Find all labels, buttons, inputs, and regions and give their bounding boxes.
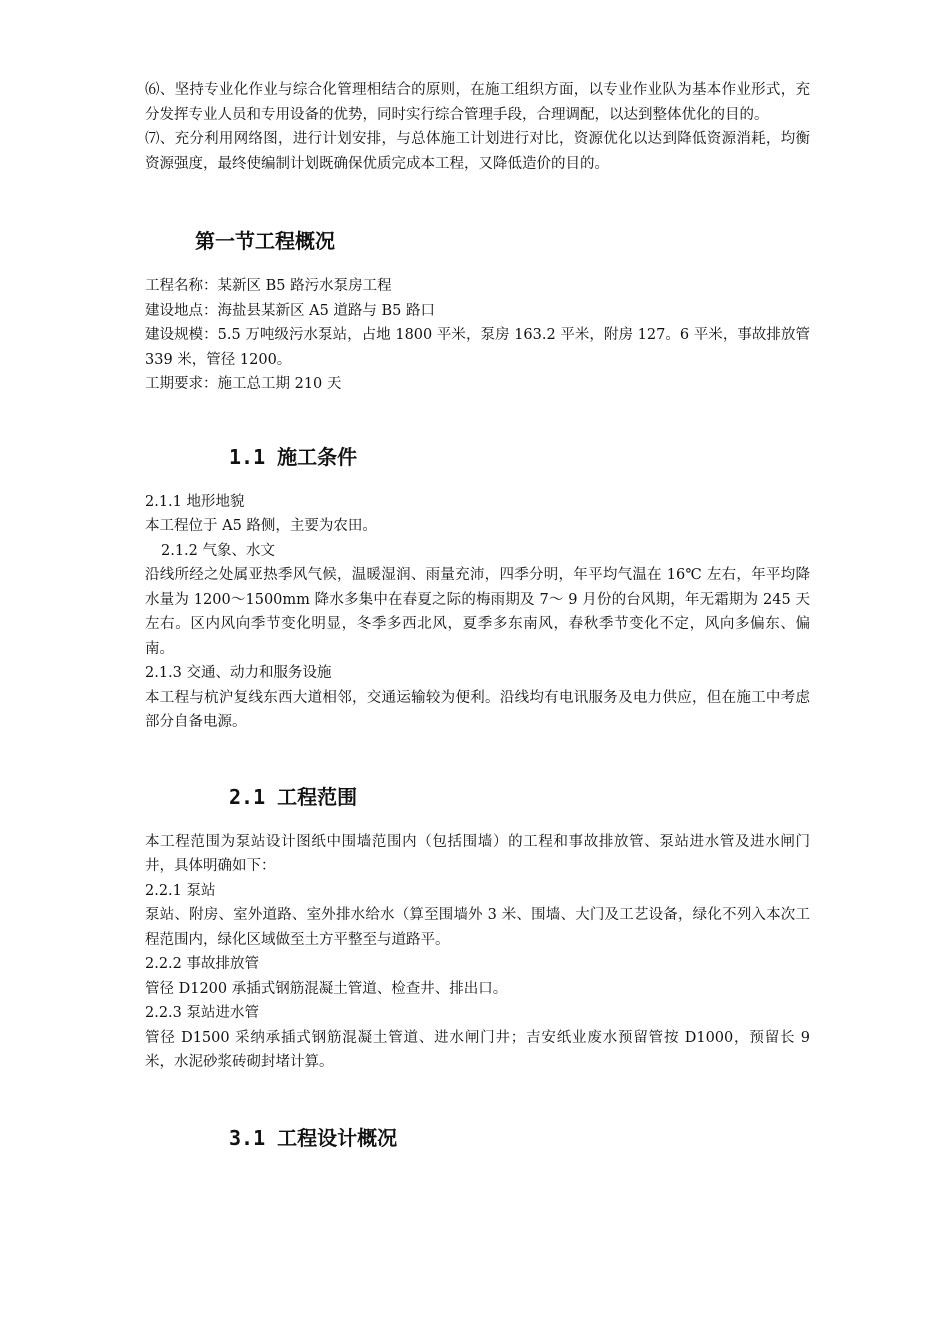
text-pump-station: 泵站、附房、室外道路、室外排水给水（算至围墙外 3 米、围墙、大门及工艺设备，绿化不列入本次工程范围内，绿化区域做至土方平整至与道路平。 xyxy=(145,907,810,948)
section-heading-overview: 第一节工程概况 xyxy=(195,229,335,253)
project-period: 工期要求：施工总工期 210 天 xyxy=(145,376,342,392)
project-scale: 建设规模：5.5 万吨级污水泵站，占地 1800 平米，泵房 163.2 平米，附房 127。6 平米，事故排放管 339 米，管径 1200。 xyxy=(145,327,810,368)
text-traffic: 本工程与杭沪复线东西大道相邻，交通运输较为便利。沿线均有电讯服务及电力供应，但在施工中考虑部分自备电源。 xyxy=(145,689,810,730)
text-discharge-pipe: 管径 D1200 承插式钢筋混凝土管道、检查井、排出口。 xyxy=(145,980,508,997)
document-page xyxy=(145,78,810,1151)
heading-inlet-pipe: 2.2.3 泵站进水管 xyxy=(145,1005,260,1021)
subsection-heading-design: 3.1 工程设计概况 xyxy=(229,1125,398,1150)
subsection-heading-conditions: 1.1 施工条件 xyxy=(229,444,358,469)
heading-pump-station: 2.2.1 泵站 xyxy=(145,882,216,899)
text-scope-intro: 本工程范围为泵站设计图纸中围墙范围内（包括围墙）的工程和事故排放管、泵站进水管及进水闸门井，具体明确如下： xyxy=(145,833,810,874)
text-terrain: 本工程位于 A5 路侧，主要为农田。 xyxy=(145,518,377,534)
paragraph-principle-6: ⑹、坚持专业化作业与综合化管理相结合的原则，在施工组织方面，以专业作业队为基本作业形式，充分发挥专业人员和专用设备的优势，同时实行综合管理手段，合理调配，以达到整体优化的目的。 xyxy=(145,82,810,123)
subsection-heading-scope: 2.1 工程范围 xyxy=(229,784,358,809)
heading-climate: 2.1.2 气象、水文 xyxy=(161,542,276,559)
paragraph-principle-7: ⑺、充分利用网络图，进行计划安排，与总体施工计划进行对比，资源优化以达到降低资源消耗，均衡资源强度，最终使编制计划既确保优质完成本工程，又降低造价的目的。 xyxy=(145,131,810,172)
heading-terrain: 2.1.1 地形地貌 xyxy=(145,493,245,510)
text-inlet-pipe: 管径 D1500 采纳承插式钢筋混凝土管道、进水闸门井；吉安纸业废水预留管按 D1000，预留长 9 米，水泥砂浆砖砌封堵计算。 xyxy=(145,1029,810,1070)
project-location: 建设地点：海盐县某新区 A5 道路与 B5 路口 xyxy=(145,302,436,319)
heading-discharge-pipe: 2.2.2 事故排放管 xyxy=(145,956,260,972)
project-name: 工程名称：某新区 B5 路污水泵房工程 xyxy=(145,278,392,294)
text-climate: 沿线所经之处属亚热季风气候，温暖湿润、雨量充沛，四季分明，年平均气温在 16℃ 左右，年平均降水量为 1200～1500mm 降水多集中在春夏之际的梅雨期及 7～ 9 月份的台风期，年无霜期为 245 天左右。区内风向季节变化明显，冬季多西北风，夏季多东南风，春秋季节变化不定，风向多偏东、偏南。 xyxy=(145,567,810,657)
heading-traffic: 2.1.3 交通、动力和服务设施 xyxy=(145,665,332,681)
